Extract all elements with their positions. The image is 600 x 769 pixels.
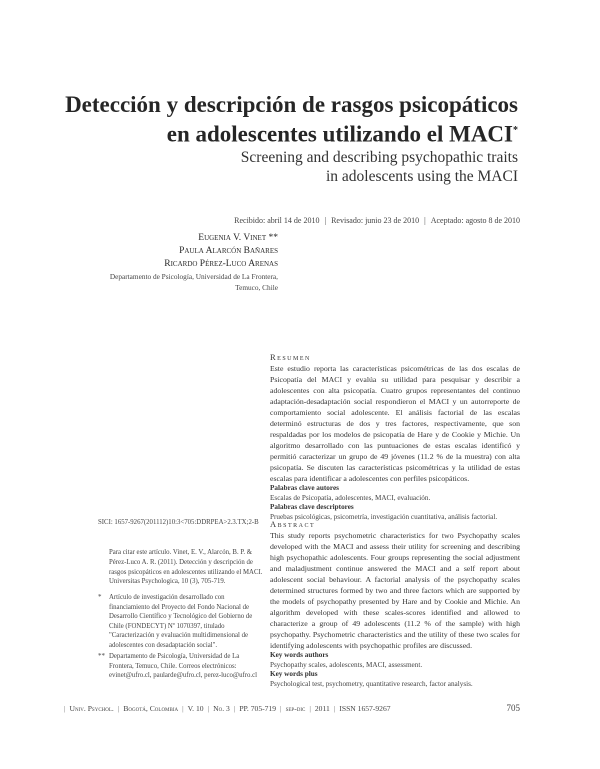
abstract-keywords-authors-label: Key words authors: [270, 651, 329, 659]
abstract-keywords-plus-label: Key words plus: [270, 670, 318, 678]
footer-separator: |: [309, 704, 311, 713]
footnote-item: [98, 652, 264, 681]
resumen-keywords-descriptors: Pruebas psicológicas, psicometría, investigación cuantitativa, análisis factorial.: [270, 512, 498, 521]
footer-separator: |: [117, 704, 120, 713]
footer-separator: |: [64, 704, 66, 713]
citation-note: Para citar este artículo. Vinet, E. V., Alarcón, B. P. & Pérez-Luco A. R. (2011). Detección y descripción de rasgos psicopáticos en adolescentes utilizando el MACI. Universitas Psychologica, 10 (3), 705-719.: [109, 549, 263, 586]
author-name: Paula Alarcón Bañares: [179, 246, 278, 256]
footer-separator: |: [333, 704, 336, 713]
footer-months: sep-dic: [285, 704, 306, 713]
footer-separator: |: [182, 704, 184, 713]
footer-separator: |: [280, 704, 282, 713]
journal-footer: [60, 704, 520, 713]
title-spanish: [60, 92, 518, 148]
sici-identifier: SICI: 1657-9267(201112)10:3<705:DDRPEA>2.3.TX;2-B: [98, 519, 259, 526]
abstract-section: [270, 519, 520, 689]
date-separator: |: [424, 216, 426, 225]
page-number: 705: [506, 703, 520, 713]
abstract-keywords-plus: Psychological test, psychometry, quantitative research, factor analysis.: [270, 679, 473, 688]
author-affiliation: [60, 271, 278, 293]
footer-pages: PP. 705-719: [239, 704, 277, 713]
footer-journal: Univ. Psychol.: [69, 704, 114, 713]
title-english: [60, 148, 518, 186]
footnote-text: Artículo de investigación desarrollado con financiamiento del Proyecto del Fondo Nacional de Desarrollo Científico y Tecnológico del Gobierno de Chile (FONDECYT) Nº 1070397, titulado "Caracterización y evaluación multidimensional de adolescentes con desadaptación social".: [109, 594, 253, 649]
title-spanish-line-1: Detección y descripción de rasgos psicopáticos: [65, 92, 518, 117]
footnote-contact: [98, 652, 264, 681]
resumen-keywords-authors-label: Palabras clave autores: [270, 484, 339, 492]
footer-number: No. 3: [213, 704, 230, 713]
footer-separator: |: [207, 704, 210, 713]
footnote-text: Departamento de Psicología, Universidad de La Frontera, Temuco, Chile. Correos electrónicos: evinet@ufro.cl, paularde@ufro.cl, perez-luco@ufro.cl: [109, 653, 258, 679]
author-name: Eugenia V. Vinet **: [198, 233, 278, 243]
affiliation-line-1: Departamento de Psicología, Universidad de La Frontera,: [109, 272, 278, 281]
footer-year: 2011: [314, 704, 330, 713]
resumen-keywords-descriptors-label: Palabras clave descriptores: [270, 503, 354, 511]
submission-dates: [230, 216, 520, 225]
abstract-text: This study reports psychometric characteristics for two Psychopathy scales developed with the MACI and assess their utility for screening and describing high psychopathic adolescents. Four groups representing the social adjustment and maladjustment continue answered the MACI and a self report about adolescent social behaviour. A factorial analysis of the psychopathy scales determined structures formed by two and three factors which are supported by the models of psychopathy presented by Hare and by Cookie and Michie. An algorithm developed with these scales-scores identified and allowed to characterize a group of 49 adolescents (11.2 % of the sample) with high psychopathy. Psychometric characteristics and the utility of these two scales for identifying adolescents with psychopathic profiles are discussed.: [270, 531, 520, 650]
date-revised: Revisado: junio 23 de 2010: [331, 216, 420, 225]
footer-volume: V. 10: [187, 704, 204, 713]
footer-separator: |: [233, 704, 236, 713]
footnote-item: [98, 593, 264, 650]
abstract-keywords-authors: Psychopathy scales, adolescents, MACI, assessment.: [270, 660, 423, 669]
title-spanish-line-2: [60, 118, 518, 148]
author-name: Ricardo Pérez-Luco Arenas: [164, 259, 278, 269]
abstract-heading: Abstract: [270, 519, 316, 529]
title-footnote-mark: *: [513, 125, 518, 136]
date-received: Recibido: abril 14 de 2010: [234, 216, 320, 225]
footer-city: Bogotá, Colombia: [123, 704, 179, 713]
resumen-section: [270, 352, 520, 522]
footnote-mark: **: [98, 652, 105, 660]
footnote-mark: *: [98, 593, 102, 601]
title-english-line-1: Screening and describing psychopathic traits: [240, 149, 518, 166]
title-spanish-line-2-text: en adolescentes utilizando el MACI: [166, 121, 513, 147]
title-english-line-2: in adolescents using the MACI: [325, 168, 518, 185]
footer-issn: ISSN 1657-9267: [339, 704, 391, 713]
footnote-funding: [98, 593, 264, 650]
resumen-text: Este estudio reporta las características psicométricas de las dos escalas de Psicopatía del MACI y evalúa su utilidad para pesquisar y describir a adolescentes con alta psicopatía. Cuatro grupos representantes del continuo adaptación-desadaptación social respondieron el MACI y un autorreporte de comportamiento social adolescente. El análisis factorial de las escalas determinó estructuras de dos y tres factores, respectivamente, que son respaldadas por los modelos de psicopatía de Hare y de Cookie y Michie. Un algoritmo desarrollado con las puntuaciones de estas escalas identificó y permitió caracterizar un grupo de 49 jóvenes (11.2 % de la muestra) con alta psicopatía. Se discuten las características psicométricas y la utilidad de estas escalas para identificar a adolescentes con perfiles psicopáticos.: [270, 364, 520, 483]
affiliation-line-2: Temuco, Chile: [235, 283, 278, 292]
date-accepted: Aceptado: agosto 8 de 2010: [430, 216, 520, 225]
resumen-heading: Resumen: [270, 352, 311, 362]
resumen-keywords-authors: Escalas de Psicopatía, adolescentes, MACI, evaluación.: [270, 493, 431, 502]
date-separator: |: [324, 216, 327, 225]
author-list: [100, 232, 278, 271]
